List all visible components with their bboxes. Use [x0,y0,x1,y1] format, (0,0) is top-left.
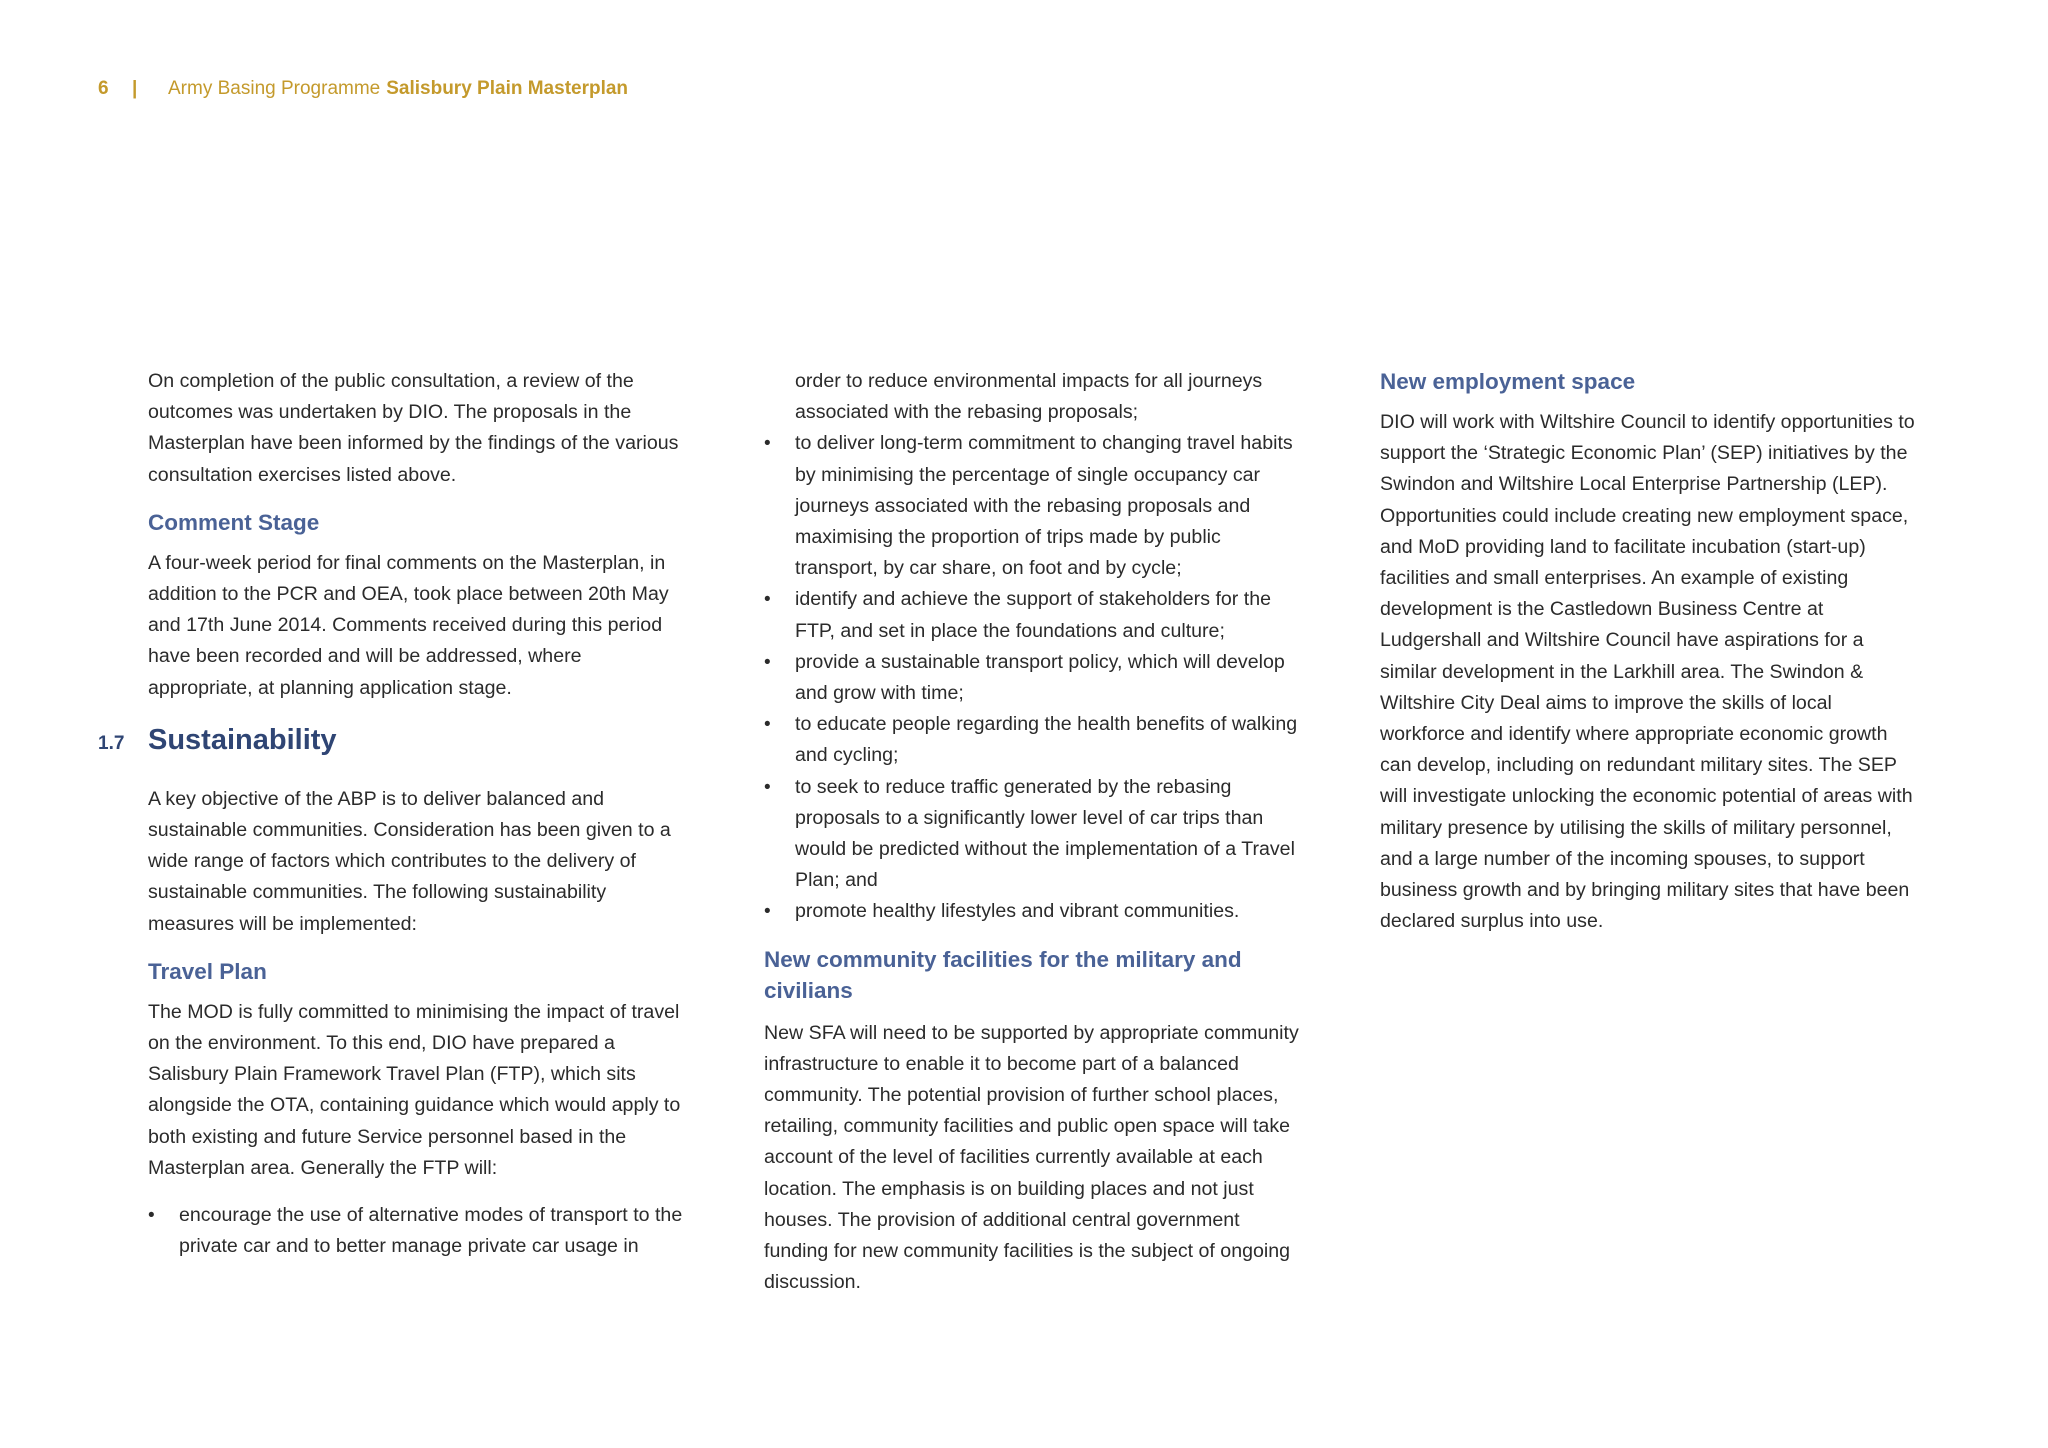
list-item: • identify and achieve the support of stakeholders for the FTP, and set in place the foundations and culture; [764,584,1304,646]
community-facilities-heading: New community facilities for the military and civilians [764,946,1242,1003]
section-title: Sustainability [148,723,337,756]
travel-plan-heading: Travel Plan [148,958,267,984]
header-separator: | [132,78,138,99]
section-heading [98,720,688,760]
bullet-continuation: order to reduce environmental impacts for all journeys associated with the rebasing proposals; [795,370,1263,424]
column-middle [764,366,1304,1314]
list-item: • promote healthy lifestyles and vibrant communities. [764,896,1304,927]
list-item: • encourage the use of alternative modes of transport to the private car and to better manage private car usage in [148,1200,688,1262]
list-item: • to deliver long-term commitment to changing travel habits by minimising the percentage of single occupancy car journeys associated with the rebasing proposals and maximising the proportion of trips made by public transport, by car share, on foot and by cycle; [764,428,1304,584]
travel-plan-bullets-start [148,1200,688,1262]
column-left [98,366,688,1278]
page-number: 6 [98,78,109,99]
community-facilities-paragraph: New SFA will need to be supported by appropriate community infrastructure to enable it to become part of a balanced community. The potential provision of further school places, retailing, community facilities and public open space will take account of the level of facilities currently available at each location. The emphasis is on building places and not just houses. The provision of additional central government funding for new community facilities is the subject of ongoing discussion. [764,1021,1299,1294]
list-item: • to educate people regarding the health benefits of walking and cycling; [764,709,1304,771]
employment-space-paragraph: DIO will work with Wiltshire Council to identify opportunities to support the ‘Strategic Economic Plan’ (SEP) initiatives by the Swindon and Wiltshire Local Enterprise Partnership (LEP). Opportunities could include creating new employment space, and MoD providing land to facilitate incubation (start-up) facilities and small enterprises. An example of existing development is the Castledown Business Centre at Ludgershall and Wiltshire Council have aspirations for a similar development in the Larkhill area. The Swindon & Wiltshire City Deal aims to improve the skills of local workforce and identify where appropriate economic growth can develop, including on redundant military sites. The SEP will investigate unlocking the economic potential of areas with military presence by utilising the skills of military personnel, and a large number of the incoming spouses, to support business growth and by bringing military sites that have been declared surplus into use. [1380,411,1915,933]
comment-stage-heading: Comment Stage [148,509,320,535]
section-number: 1.7 [98,732,125,754]
header-series: Army Basing Programme [168,78,381,99]
employment-space-heading: New employment space [1380,369,1636,394]
travel-plan-paragraph: The MOD is fully committed to minimising the impact of travel on the environment. To this end, DIO have prepared a Salisbury Plain Framework Travel Plan (FTP), which sits alongside the OTA, containing guidance which would apply to both existing and future Service personnel based in the Masterplan area. Generally the FTP will: [148,1000,681,1179]
header-title: Salisbury Plain Masterplan [386,78,629,99]
running-header [98,78,628,100]
column-right [1380,366,1920,953]
list-item: • to seek to reduce traffic generated by the rebasing proposals to a significantly lower level of car trips than would be predicted without the implementation of a Travel Plan; and [764,772,1304,897]
list-item: • provide a sustainable transport policy, which will develop and grow with time; [764,647,1304,709]
intro-paragraph: On completion of the public consultation, a review of the outcomes was undertaken by DIO. The proposals in the Masterplan have been informed by the findings of the various consultation exercises listed above. [148,370,679,486]
travel-plan-bullets [764,428,1304,927]
comment-stage-paragraph: A four-week period for final comments on the Masterplan, in addition to the PCR and OEA, took place between 20th May and 17th June 2014. Comments received during this period have been recorded and will be addressed, where appropriate, at planning application stage. [148,551,669,699]
sustainability-paragraph: A key objective of the ABP is to deliver balanced and sustainable communities. Consideration has been given to a wide range of factors which contributes to the delivery of sustainable communities. The following sustainability measures will be implemented: [148,787,671,935]
